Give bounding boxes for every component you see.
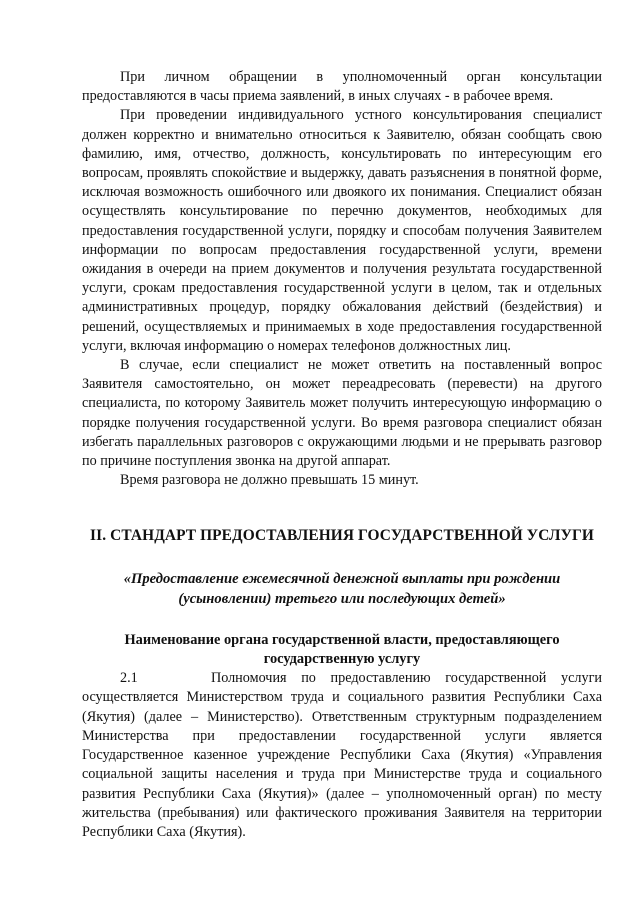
authority-heading: Наименование органа государственной власти, предоставляющего государственную услугу bbox=[124, 632, 560, 668]
service-title: «Предоставление ежемесячной денежной выплаты при рождении (усыновлении) третьего или последующих детей» bbox=[123, 571, 561, 607]
paragraph-individual-consulting: При проведении индивидуального устного консультирования специалист должен корректно и внимательно относиться к Заявителю, обязан сообщать свою фамилию, имя, отчество, должность, консультировать по интересующим его вопросам, проявлять спокойствие и выдержку, давать разъяснения в понятной форме, исключая возможность ошибочного или двоякого их понимания. Специалист обязан осуществлять консультирование по перечню документов, необходимых для предоставления государственной услуги, порядку и способам получения Заявителем информации по вопросам предоставления государственной услуги, времени ожидания в очереди на прием документов и получения результата государственной услуги, срокам предоставления государственной услуги в целом, так и отдельных административных процедур, порядку обжалования действий (бездействия) и решений, осуществляемых и принимаемых в ходе предоставления государственной услуги, включая информацию о номерах телефонов должностных лиц. bbox=[82, 107, 602, 354]
paragraph-call-duration: Время разговора не должно превышать 15 минут. bbox=[120, 472, 419, 489]
document-page bbox=[82, 68, 602, 842]
clause-2-1 bbox=[82, 669, 602, 842]
section-heading: II. СТАНДАРТ ПРЕДОСТАВЛЕНИЯ ГОСУДАРСТВЕННОЙ УСЛУГИ bbox=[90, 527, 594, 545]
paragraph-redirect: В случае, если специалист не может ответить на поставленный вопрос Заявителя самостоятельно, он может переадресовать (перевести) на другого специалиста, по которому Заявитель может получить интересующую информацию о порядке получения государственной услуги. Во время разговора специалист обязан избегать параллельных разговоров с окружающими людьми и не прерывать разговор по причине поступления звонка на другой аппарат. bbox=[82, 357, 602, 470]
clause-number: 2.1 bbox=[120, 670, 138, 687]
clause-text: Полномочия по предоставлению государственной услуги осуществляется Министерством труда и социального развития Республики Саха (Якутия) (далее – Министерство). Ответственным структурным подразделением Министерства при предоставлении государственной услуги является Государственное казенное учреждение Республики Саха (Якутия) «Управления социальной защиты населения и труда при Министерстве труда и социального развития Республики Саха (Якутия)» (далее – уполномоченный орган) по месту жительства (пребывания) или фактического проживания Заявителя на территории Республики Саха (Якутия). bbox=[82, 670, 603, 840]
paragraph-consultation-hours: При личном обращении в уполномоченный орган консультации предоставляются в часы приема заявлений, в иных случаях - в рабочее время. bbox=[82, 69, 602, 105]
